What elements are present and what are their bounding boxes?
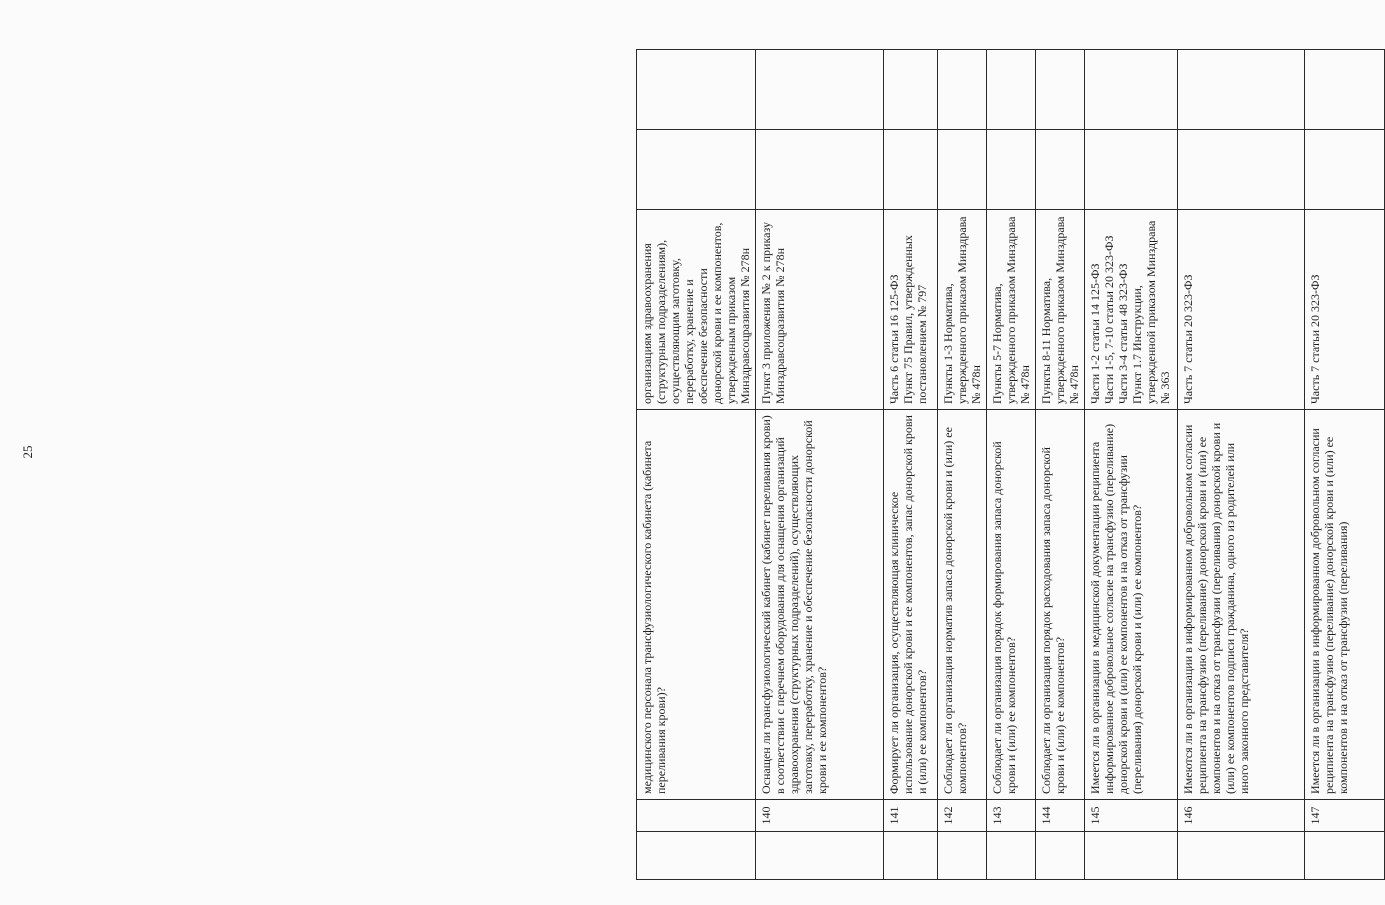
checklist-rows (637, 50, 1385, 880)
legal-basis-cell (987, 210, 1036, 410)
row-number-cell: 141 (884, 800, 938, 832)
question-cell: Оснащен ли трансфузиологический кабинет (кабинет переливания крови) в соответствии с перечнем оборудования для оснащения организаций здравоохранения (структурных подразделений), осуществляющих заготовку, переработку, хранение и обеспечение безопасности донорской крови и ее компонентов? (756, 410, 884, 800)
empty-cell (938, 832, 987, 880)
answer-cell-1 (1305, 130, 1385, 210)
legal-basis-line: Части 3-4 статьи 48 323-ФЗ (1116, 263, 1130, 404)
empty-cell (1178, 832, 1305, 880)
table-row (987, 50, 1036, 880)
empty-cell (1305, 832, 1385, 880)
legal-basis-line: Пункт 3 приложения № 2 к приказу Минздравсоцразвития № 278н (759, 222, 787, 404)
answer-cell-2 (987, 50, 1036, 130)
legal-basis-line: Часть 7 статьи 20 323-ФЗ (1308, 274, 1322, 404)
answer-cell-2 (1305, 50, 1385, 130)
row-number-cell: 147 (1305, 800, 1385, 832)
answer-cell-2 (1036, 50, 1085, 130)
question-cell: Имеется ли в организации в информированном добровольном согласии реципиента на трансфузию (переливание) донорской крови и (или) ее компонентов и на отказ от трансфузии (переливания) (1305, 410, 1385, 800)
table-row (938, 50, 987, 880)
table-row (756, 50, 884, 880)
table-row (1036, 50, 1085, 880)
answer-cell-2 (884, 50, 938, 130)
table-row (637, 50, 756, 880)
question-cell: медицинского персонала трансфузиологического кабинета (кабинета переливания крови)? (637, 410, 756, 800)
row-number-cell: 146 (1178, 800, 1305, 832)
legal-basis-cell (1036, 210, 1085, 410)
row-number-cell: 143 (987, 800, 1036, 832)
answer-cell-2 (1085, 50, 1178, 130)
row-number-cell: 142 (938, 800, 987, 832)
legal-basis-line: Пункты 1-3 Норматива, утвержденного приказом Минздрава № 478н (941, 216, 983, 404)
legal-basis-cell (756, 210, 884, 410)
answer-cell-2 (756, 50, 884, 130)
answer-cell-1 (1036, 130, 1085, 210)
table-row (1085, 50, 1178, 880)
empty-cell (1036, 832, 1085, 880)
legal-basis-cell (884, 210, 938, 410)
page-number: 25 (20, 445, 35, 459)
legal-basis-cell (938, 210, 987, 410)
question-cell: Соблюдает ли организация порядок расходования запаса донорской крови и (или) ее компонентов? (1036, 410, 1085, 800)
question-cell: Соблюдает ли организация норматив запаса донорской крови и (или) ее компонентов? (938, 410, 987, 800)
legal-basis-line: Пункт 1.7 Инструкции, утвержденной приказом Минздрава № 363 (1130, 220, 1172, 404)
legal-basis-cell (637, 210, 756, 410)
empty-cell (637, 832, 756, 880)
legal-basis-cell (1305, 210, 1385, 410)
answer-cell-1 (1178, 130, 1305, 210)
answer-cell-1 (987, 130, 1036, 210)
document-sheet (636, 20, 1350, 880)
row-number-cell: 144 (1036, 800, 1085, 832)
answer-cell-1 (884, 130, 938, 210)
answer-cell-2 (938, 50, 987, 130)
answer-cell-2 (637, 50, 756, 130)
answer-cell-1 (1085, 130, 1178, 210)
question-cell: Имеются ли в организации в информированном добровольном согласии реципиента на трансфузию (переливание) донорской крови и (или) ее компонентов и на отказ от трансфузии (переливания) донорской крови и (или) ее компонентов подписи гражданина, одного из родителей или иного законного представителя? (1178, 410, 1305, 800)
legal-basis-line: Пункты 8-11 Норматива, утвержденного приказом Минздрава № 478н (1039, 216, 1081, 404)
legal-basis-line: Часть 7 статьи 20 323-ФЗ (1181, 274, 1195, 404)
question-cell: Соблюдает ли организация порядок формирования запаса донорской крови и (или) ее компонентов? (987, 410, 1036, 800)
legal-basis-line: Часть 6 статьи 16 125-ФЗ (887, 274, 901, 404)
legal-basis-line: Части 1-2 статьи 14 125-ФЗ (1088, 263, 1102, 404)
checklist-table (636, 49, 1385, 880)
answer-cell-2 (1178, 50, 1305, 130)
table-row (1305, 50, 1385, 880)
row-number-cell: 145 (1085, 800, 1178, 832)
table-row (884, 50, 938, 880)
answer-cell-1 (756, 130, 884, 210)
row-number-cell: 140 (756, 800, 884, 832)
empty-cell (884, 832, 938, 880)
legal-basis-line: Пункты 5-7 Норматива, утвержденного приказом Минздрава № 478н (990, 216, 1032, 404)
legal-basis-line: Части 1-5, 7-10 статьи 20 323-ФЗ (1102, 235, 1116, 404)
answer-cell-1 (938, 130, 987, 210)
answer-cell-1 (637, 130, 756, 210)
legal-basis-cell (1178, 210, 1305, 410)
legal-basis-line: Пункт 75 Правил, утвержденных постановлением № 797 (901, 235, 929, 404)
question-cell: Имеется ли в организации в медицинской документации реципиента информированное добровольное согласие на трансфузию (переливание) донорской крови и (или) ее компонентов и на отказ от трансфузии (переливания) донорской крови и (или) ее компонентов? (1085, 410, 1178, 800)
table-row (1178, 50, 1305, 880)
empty-cell (756, 832, 884, 880)
empty-cell (1085, 832, 1178, 880)
legal-basis-cell (1085, 210, 1178, 410)
legal-basis-line: организациям здравоохранения (структурным подразделениям), осуществляющим заготовку, переработку, хранение и обеспечение безопасности донорской крови и ее компонентов, утвержденным приказом Минздравсоцразвития № 278н (640, 222, 752, 404)
empty-cell (987, 832, 1036, 880)
row-number-cell (637, 800, 756, 832)
question-cell: Формирует ли организация, осуществляющая клиническое использование донорской крови и ее компонентов, запас донорской крови и (или) ее компонентов? (884, 410, 938, 800)
